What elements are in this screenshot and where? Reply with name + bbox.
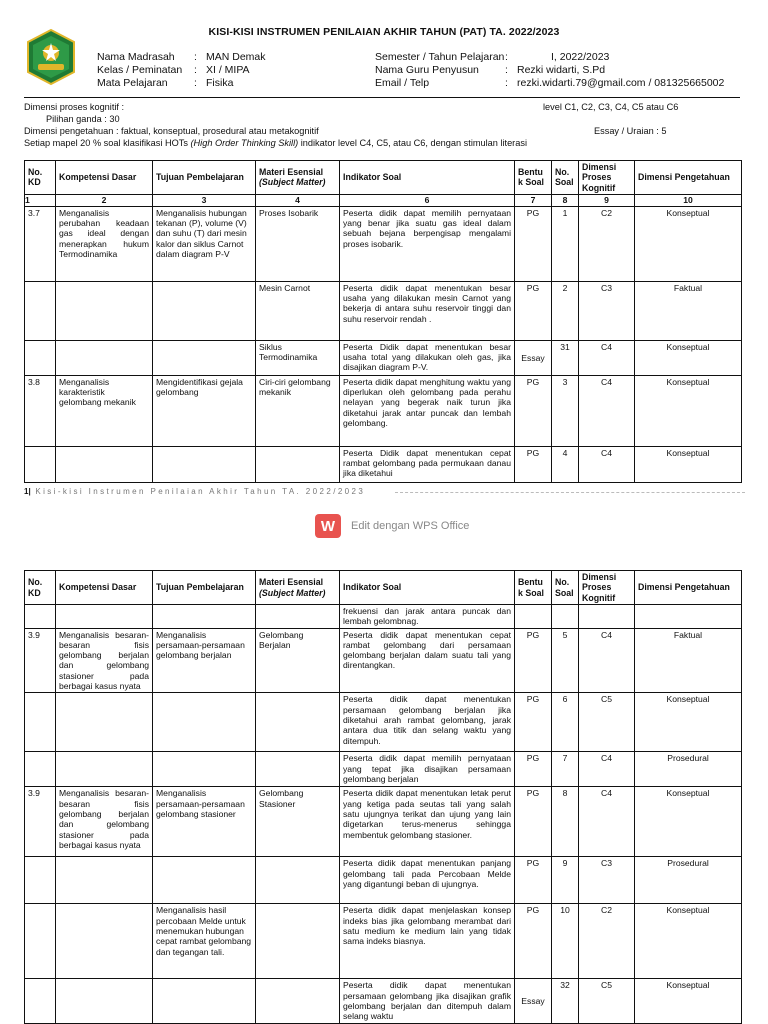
th-indikator: Indikator Soal bbox=[340, 571, 515, 605]
th-no-soal: No. Soal bbox=[552, 161, 579, 195]
th-indikator: Indikator Soal bbox=[340, 161, 515, 195]
th-kompetensi: Kompetensi Dasar bbox=[56, 161, 153, 195]
page-footer: 1| Kisi-kisi Instrumen Penilaian Akhir Tahun TA. 2022/2023 bbox=[24, 487, 366, 496]
th-bentuk: Bentu k Soal bbox=[515, 571, 552, 605]
document-page-1 bbox=[0, 0, 768, 496]
table-row: Mesin Carnot Peserta didik dapat menentukan besar usaha yang dilakukan mesin Carnot yang bekerja di antara suhu reservoir tinggi dan suhu reservoir rendah . PG 2 C3 Faktual bbox=[25, 281, 742, 340]
header-right bbox=[375, 51, 724, 90]
th-pengetahuan: Dimensi Pengetahuan bbox=[635, 571, 742, 605]
meta-hots-note: Setiap mapel 20 % soal klasifikasi HOTs (High Order Thinking Skill) indikator level C4, C5, atau C6, dengan stimulan literasi bbox=[24, 138, 527, 148]
wps-edit-button[interactable] bbox=[315, 514, 469, 538]
header-row-guru: Nama Guru Penyusun : Rezki widarti, S.Pd bbox=[375, 64, 606, 76]
table-row: Peserta didik dapat menentukan persamaan gelombang berjalan jika diketahui arah rambat gelombang, jarak antara dua titik dan selang waktu yang ditempuh. PG 6 C5 Konseptual bbox=[25, 693, 742, 752]
table-row: Peserta didik dapat menentukan panjang gelombang tali pada Percobaan Melde yang digantungi beban di ujungnya. PG 9 C3 Prosedural bbox=[25, 857, 742, 904]
meta-pilihan-ganda: Pilihan ganda : 30 bbox=[46, 114, 120, 124]
table-row: 3.9 Menganalisis besaran-besaran fisis gelombang berjalan dan gelombang stasioner pada berbagai kasus nyata Menganalisis persamaan-persamaan gelombang stasioner Gelombang Stasioner Peserta didik dapat menentukan letak perut yang ketiga pada seutas tali yang salah satu ujungnya terikat dan ujung yang lain digetarkan terus-menerus sehingga membentuk gelombang stasioner. PG 8 C4 Konseptual bbox=[25, 787, 742, 857]
document-title: KISI-KISI INSTRUMEN PENILAIAN AKHIR TAHUN (PAT) TA. 2022/2023 bbox=[208, 26, 560, 38]
table-row: Peserta didik dapat memilih pernyataan yang tepat jika disajikan persamaan gelombang berjalan PG 7 C4 Prosedural bbox=[25, 752, 742, 787]
table-row: 3.9 Menganalisis besaran-besaran fisis gelombang berjalan dan gelombang stasioner pada berbagai kasus nyata Menganalisis persamaan-persamaan gelombang berjalan Gelombang Berjalan Peserta didik dapat menentukan cepat rambat gelombang dari persamaan gelombang berjalan dalam suatu tali yang direntangkan. PG 5 C4 Faktual bbox=[25, 628, 742, 693]
kisi-table-page-2 bbox=[24, 570, 742, 1024]
th-kompetensi: Kompetensi Dasar bbox=[56, 571, 153, 605]
header-row-kelas: Kelas / Peminatan : XI / MIPA bbox=[97, 64, 250, 76]
kisi-table-page-1 bbox=[24, 160, 742, 483]
th-tujuan: Tujuan Pembelajaran bbox=[153, 571, 256, 605]
header-row-semester: Semester / Tahun Pelajaran: I, 2022/2023 bbox=[375, 51, 610, 63]
table-row: Siklus Termodinamika Peserta Didik dapat menentukan besar usaha total yang dilakukan oleh gas, jika disajikan diagram P-V. Essay 31 C4 Konseptual bbox=[25, 340, 742, 375]
table-row: 3.8 Menganalisis karakteristik gelombang mekanik Mengidentifikasi gejala gelombang Ciri-ciri gelombang mekanik Peserta didik dapat menghitung waktu yang diperlukan oleh gelombang pada perahu nelayan yang begerak naik turun jika diketahui jarak antar puncak dan lembah gelombang. PG 3 C4 Konseptual bbox=[25, 375, 742, 446]
wps-edit-label: Edit dengan WPS Office bbox=[351, 520, 470, 532]
meta-essay: Essay / Uraian : 5 bbox=[594, 126, 667, 136]
meta-dimensi-proses: Dimensi proses kognitif : bbox=[24, 102, 125, 112]
th-materi: Materi Esensial (Subject Matter) bbox=[256, 571, 340, 605]
wps-office-icon: W bbox=[315, 514, 341, 538]
header-left bbox=[97, 51, 266, 90]
table-row: Menganalisis hasil percobaan Melde untuk menemukan hubungan cepat rambat gelombang dan tegangan tali. Peserta didik dapat menjelaskan konsep indeks bias jika gelombang merambat dari satu medium ke medium lain yang tidak sama indeks biasnya. PG 10 C2 Konseptual bbox=[25, 904, 742, 979]
th-no-soal: No. Soal bbox=[552, 571, 579, 605]
table-header-row bbox=[25, 161, 742, 195]
th-pengetahuan: Dimensi Pengetahuan bbox=[635, 161, 742, 195]
table-row: Peserta Didik dapat menentukan cepat rambat gelombang pada permukaan danau jika diketahui PG 4 C4 Konseptual bbox=[25, 446, 742, 482]
table-row: frekuensi dan jarak antara puncak dan lembah gelombnag. bbox=[25, 605, 742, 629]
table-header-row bbox=[25, 571, 742, 605]
th-proses: Dimensi Proses Kognitif bbox=[579, 161, 635, 195]
footer-divider bbox=[395, 492, 745, 493]
kemenag-logo-icon bbox=[24, 28, 78, 86]
th-materi: Materi Esensial (Subject Matter) bbox=[256, 161, 340, 195]
table-number-row: 1 2 3 4 6 7 8 9 10 bbox=[25, 194, 742, 206]
table-row: Peserta didik dapat menentukan persamaan gelombang jika disajikan grafik gelombang berjalan dan ditempuh dalam selang waktu Essay 32 C5 Konseptual bbox=[25, 979, 742, 1023]
th-bentuk: Bentu k Soal bbox=[515, 161, 552, 195]
meta-dimensi-proses-value: level C1, C2, C3, C4, C5 atau C6 bbox=[543, 102, 679, 112]
header-row-mapel: Mata Pelajaran : Fisika bbox=[97, 77, 234, 89]
th-tujuan: Tujuan Pembelajaran bbox=[153, 161, 256, 195]
th-no-kd: No. KD bbox=[25, 161, 56, 195]
header-row-madrasah: Nama Madrasah : MAN Demak bbox=[97, 51, 266, 63]
header-divider bbox=[24, 97, 740, 98]
meta-dimensi-pengetahuan: Dimensi pengetahuan : faktual, konseptual, prosedural atau metakognitif bbox=[24, 126, 319, 136]
document-page-2 bbox=[0, 548, 768, 1024]
table-row: 3.7 Menganalisis perubahan keadaan gas ideal dengan menerapkan hukum Termodinamika Menganalisis hubungan tekanan (P), volume (V) dan suhu (T) dari mesin kalor dan siklus Carnot dalam diagram P-V Proses Isobarik Peserta didik dapat memilih pernyataan yang benar jika suatu gas ideal dalam sebuah bejana berpengisap mengalami proses isobarik. PG 1 C2 Konseptual bbox=[25, 206, 742, 281]
th-proses: Dimensi Proses Kognitif bbox=[579, 571, 635, 605]
header-row-email: Email / Telp : rezki.widarti.79@gmail.com / 081325665002 bbox=[375, 77, 725, 89]
th-no-kd: No. KD bbox=[25, 571, 56, 605]
